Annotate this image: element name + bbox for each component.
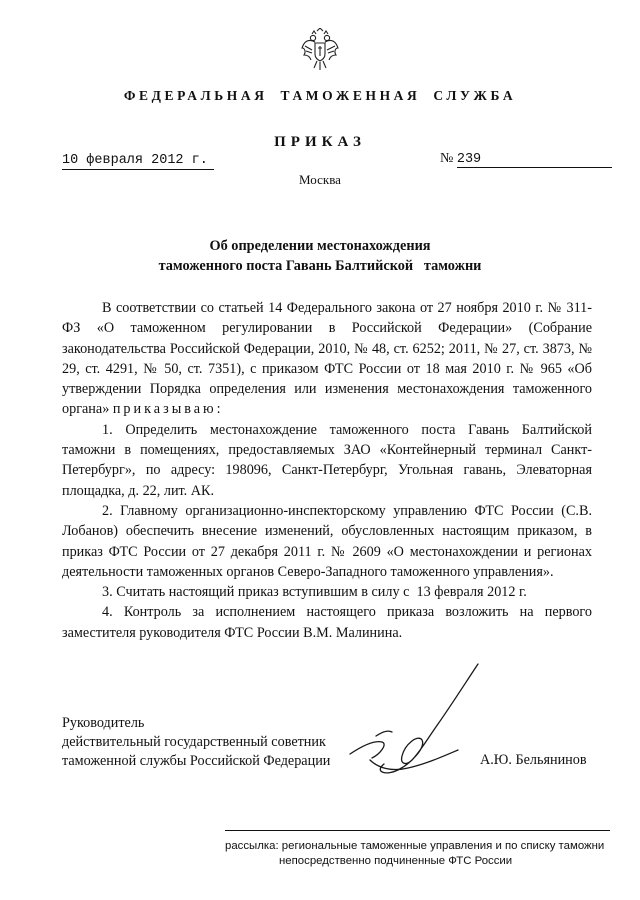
number-value: 239	[457, 152, 612, 168]
signatory-name: А.Ю. Бельянинов	[480, 752, 587, 768]
document-date: 10 февраля 2012 г.	[62, 153, 214, 170]
title-line-2: таможенного поста Гавань Балтийской таможни	[158, 258, 482, 274]
agency-name: ФЕДЕРАЛЬНАЯ ТАМОЖЕННАЯ СЛУЖБА	[123, 88, 517, 103]
document-number	[440, 151, 612, 168]
footer-divider	[225, 830, 610, 831]
signatory-title	[62, 714, 330, 771]
signatory-line-1: Руководитель	[62, 715, 145, 731]
item-3: 3. Считать настоящий приказ вступившим в силу с 13 февраля 2012 г.	[102, 584, 527, 601]
intro-paragraph	[62, 298, 592, 420]
item-1: 1. Определить местонахождение таможенного поста Гавань Балтийской таможни в помещениях, предоставляемых ЗАО «Контейнерный терминал Санкт-Петербург», по адресу: 198096, Санкт-Петербург, Угольная гавань, Элеваторная площадка, д. 22, лит. АК.	[62, 421, 592, 499]
distribution-line-2: непосредственно подчиненные ФТС России	[279, 855, 513, 867]
document-type: ПРИКАЗ	[274, 134, 366, 150]
item-2: 2. Главному организационно-инспекторскому управлению ФТС России (С.В. Лобанов) обеспечить внесение изменений, обусловленных настоящим приказом, в приказ ФТС России от 27 декабря 2011 г. № 2609 «О местонахождении и регионах деятельности таможенных органов Северо-Западного таможенного управления».	[62, 502, 592, 580]
signatory-line-3: таможенной службы Российской Федерации	[62, 753, 331, 769]
number-prefix: №	[440, 151, 454, 166]
handwritten-signature	[348, 660, 498, 790]
signatory-line-2: действительный государственный советник	[62, 734, 326, 750]
document-title	[0, 236, 640, 276]
command-word: приказываю:	[112, 401, 224, 418]
distribution-list	[225, 839, 610, 869]
document-city: Москва	[299, 172, 341, 187]
document-body	[62, 298, 592, 643]
distribution-line-1: рассылка: региональные таможенные управления и по списку таможни	[225, 840, 605, 852]
title-line-1: Об определении местонахождения	[209, 238, 431, 254]
double-headed-eagle-icon	[300, 28, 340, 72]
intro-text: В соответствии со статьей 14 Федерального закона от 27 ноября 2010 г. № 311-ФЗ «О таможенном регулировании в Российской Федерации» (Собрание законодательства Российской Федерации, 2010, № 48, ст. 6252; 2011, № 27, ст. 3873, № 29, ст. 4291, № 50, ст. 7351), с приказом ФТС России от 18 мая 2010 г. № 965 «Об утверждении Порядка определения или изменения местонахождения таможенного органа»	[62, 300, 592, 418]
item-4: 4. Контроль за исполнением настоящего приказа возложить на первого заместителя руководителя ФТС России В.М. Малинина.	[62, 604, 592, 641]
